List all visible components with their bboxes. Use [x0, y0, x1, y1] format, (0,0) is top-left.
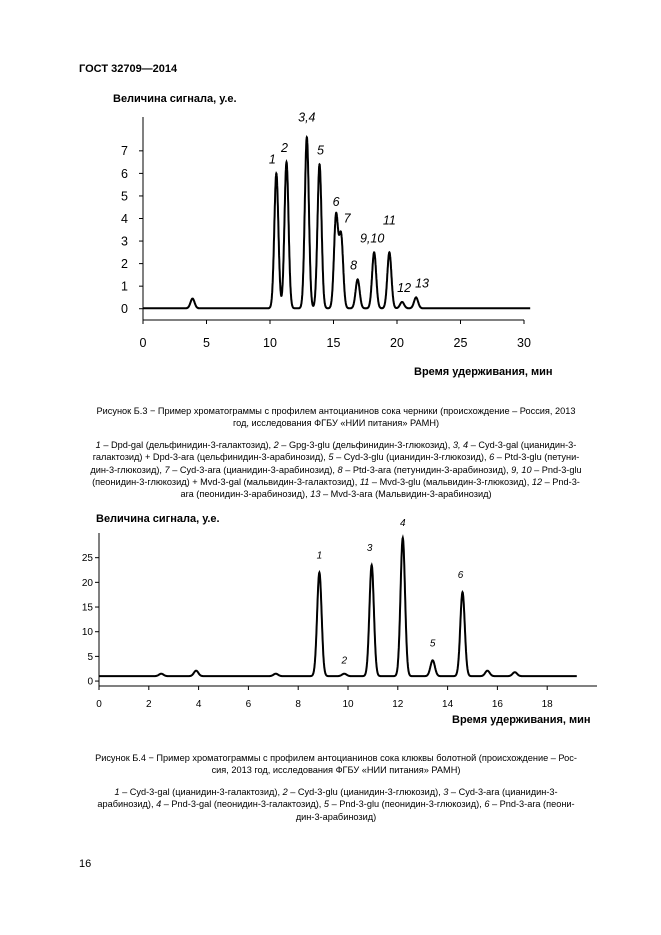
legend-text: – Pnd-3-glu: [531, 464, 582, 475]
figure4-legend-line: [68, 811, 604, 823]
legend-peak-number: 4: [156, 799, 162, 810]
legend-text: – Mvd-3-ara (Мальвидин-3-арабинозид): [320, 489, 492, 500]
figure4-caption-line1: Рисунок Б.4 − Пример хроматограммы с профилем антоцианинов сока клюквы болотной (происхождение – Рос-: [95, 753, 577, 763]
y-tick-label: 6: [121, 166, 128, 181]
legend-peak-number: 8: [337, 464, 343, 475]
legend-text: – Gpg-3-glu (дельфинидин-3-глюкозид),: [278, 440, 453, 450]
peak-label: 7: [343, 211, 351, 226]
x-tick-label: 4: [195, 699, 202, 710]
y-tick-label: 0: [121, 302, 128, 317]
y-tick-label: 5: [121, 189, 128, 204]
legend-text: дин-3-арабинозид): [295, 811, 377, 822]
figure3-caption-line2: год, исследования ФГБУ «НИИ питания» РАМН): [232, 418, 440, 428]
legend-text: – Pnd-3-ara (пеони-: [489, 799, 575, 810]
y-tick-label: 4: [121, 211, 128, 226]
legend-peak-number: 3, 4: [452, 440, 469, 450]
peak-label: 2: [281, 141, 288, 156]
y-tick-label: 1: [121, 279, 128, 294]
peak-label: 12: [397, 280, 412, 295]
legend-peak-number: 3: [443, 787, 449, 797]
legend-peak-number: 12: [531, 476, 543, 487]
legend-text: – Ptd-3-glu (петуни-: [494, 452, 580, 463]
legend-text: – Dpd-gal (дельфинидин-3-галактозид),: [100, 440, 274, 450]
x-tick-label: 0: [139, 336, 147, 350]
peak-label: 5: [317, 143, 325, 158]
legend-peak-number: 5: [328, 452, 334, 463]
legend-peak-number: 1: [114, 787, 120, 797]
y-tick-label: 5: [87, 651, 93, 663]
legend-peak-number: 11: [359, 476, 370, 487]
chart1-y-axis-label: Величина сигнала, у.е.: [113, 93, 237, 105]
figure4-legend: [68, 786, 604, 823]
legend-text: – Cyd-3-glu (цианидин-3-глюкозид),: [333, 452, 490, 463]
legend-peak-number: 6: [489, 452, 495, 463]
peak-label: 8: [350, 258, 358, 273]
x-tick-label: 16: [491, 699, 503, 710]
y-tick-label: 2: [121, 256, 128, 271]
y-tick-label: 3: [121, 234, 128, 249]
y-tick-label: 7: [121, 144, 128, 159]
chart1-x-axis-label: Время удерживания, мин: [414, 366, 553, 378]
x-tick-label: 15: [326, 336, 341, 350]
legend-peak-number: 1: [95, 440, 101, 450]
legend-text: – Cyd-3-ara (цианидин-3-: [448, 787, 558, 797]
figure4-caption: [72, 752, 600, 776]
legend-text: ara (пеонидин-3-арабинозид),: [180, 489, 311, 500]
legend-text: – Cyd-3-glu (цианидин-3-глюкозид),: [287, 787, 444, 797]
y-tick-label: 0: [87, 676, 93, 688]
x-tick-label: 0: [96, 699, 102, 710]
y-tick-label: 20: [81, 577, 93, 589]
legend-text: – Pnd-3-: [542, 476, 580, 487]
peak-label: 9,10: [359, 231, 385, 246]
peak-label: 1: [268, 152, 276, 167]
document-header: ГОСТ 32709—2014: [79, 63, 178, 75]
figure3-caption-line1: Рисунок Б.3 − Пример хроматограммы с профилем антоцианинов сока черники (происхождение – Россия, 2013: [96, 406, 576, 416]
chart2-x-axis-label: Время удерживания, мин: [452, 714, 591, 726]
legend-peak-number: 5: [323, 799, 330, 810]
peak-label: 3: [366, 543, 373, 555]
y-tick-label: 15: [81, 602, 93, 614]
legend-peak-number: 13: [310, 489, 321, 500]
legend-text: – Mvd-3-glu (мальвидин-3-глюкозид),: [369, 476, 532, 487]
y-tick-label: 25: [81, 553, 93, 565]
legend-peak-number: 9, 10: [511, 464, 532, 475]
legend-text: – Cyd-3-gal (цианидин-3-: [468, 440, 577, 450]
page-number: 16: [79, 858, 92, 870]
chart2-y-axis-label: Величина сигнала, у.е.: [96, 513, 220, 525]
chromatogram-trace: [99, 538, 577, 676]
legend-text: галактозид) + Dpd-3-ara (цельфинидин-3-арабинозид),: [92, 452, 329, 463]
legend-text: дин-3-глюкозид),: [90, 464, 165, 475]
peak-label: 5: [429, 638, 436, 650]
legend-text: – Pnd-3-gal (пеонидин-3-галактозид),: [161, 799, 324, 810]
legend-text: – Pnd-3-glu (пеонидин-3-глюкозид),: [329, 799, 485, 810]
legend-peak-number: 2: [273, 440, 279, 450]
legend-peak-number: 7: [164, 464, 170, 475]
x-tick-label: 8: [295, 699, 301, 710]
x-tick-label: 20: [390, 336, 404, 350]
x-tick-label: 14: [442, 699, 454, 710]
x-tick-label: 12: [392, 699, 404, 710]
x-tick-label: 18: [541, 699, 553, 710]
figure4-caption-line2: сия, 2013 год, исследования ФГБУ «НИИ питания» РАМН): [211, 765, 461, 775]
peak-label: 6: [457, 570, 464, 582]
peak-label: 13: [415, 276, 430, 291]
legend-text: – Ptd-3-ara (петунидин-3-арабинозид),: [342, 464, 512, 475]
x-tick-label: 10: [263, 336, 277, 350]
x-tick-label: 30: [517, 336, 531, 350]
peak-label: 11: [382, 213, 396, 228]
legend-peak-number: 6: [484, 799, 490, 810]
peak-label: 4: [399, 517, 406, 529]
peak-label: 1: [316, 550, 323, 562]
legend-peak-number: 2: [282, 787, 288, 797]
x-tick-label: 2: [146, 699, 152, 710]
peak-label: 3,4: [298, 110, 316, 125]
x-tick-label: 10: [342, 699, 354, 710]
x-tick-label: 25: [453, 336, 468, 350]
x-tick-label: 6: [245, 699, 252, 710]
legend-text: – Cyd-3-gal (цианидин-3-галактозид),: [119, 787, 283, 797]
x-tick-label: 5: [203, 336, 210, 350]
peak-label: 2: [341, 655, 348, 667]
legend-text: (пеонидин-3-глюкозид) + Mvd-3-gal (мальвидин-3-галактозид),: [92, 476, 360, 487]
legend-text: – Cyd-3-ara (цианидин-3-арабинозид),: [169, 464, 338, 475]
legend-text: арабинозид),: [97, 799, 157, 810]
figure4-legend-line: [68, 798, 604, 810]
peak-label: 6: [332, 195, 340, 210]
y-tick-label: 10: [81, 627, 93, 639]
figure4-legend-line: [68, 786, 604, 798]
